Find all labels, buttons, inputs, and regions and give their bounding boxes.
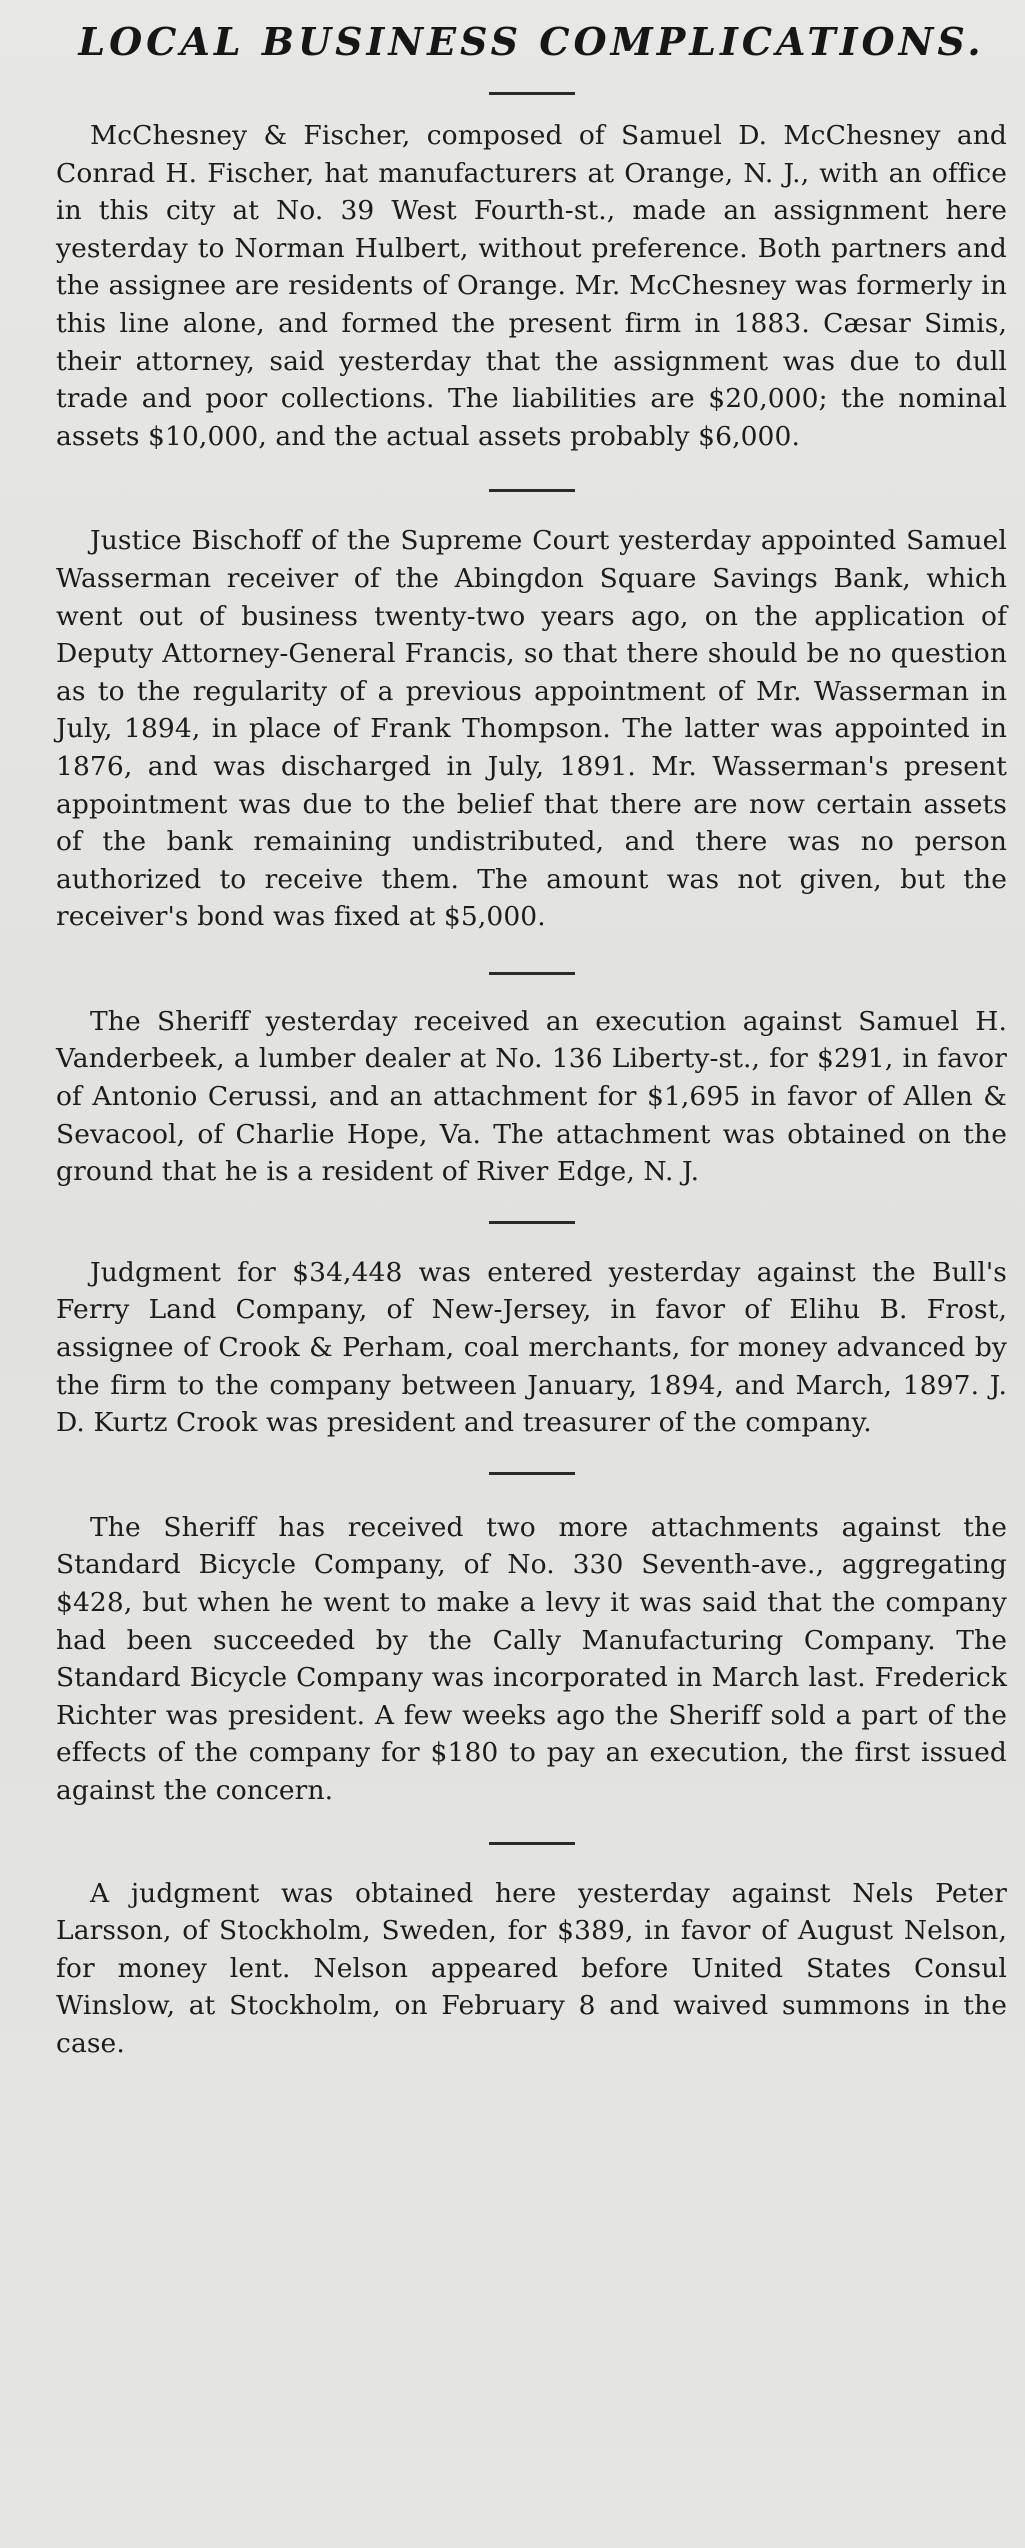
news-item: The Sheriff yesterday received an execution against Samuel H. Vanderbeek, a lumber dealer at No. 136 Liberty-st., for $291, in favor of Antonio Cerussi, and an attachment for $1,695 in favor of Allen & Sevacool, of Charlie Hope, Va. The attachment was obtained on the ground that he is a resident of River Edge, N. J. [56,1005,1007,1188]
news-item: Judgment for $34,448 was entered yesterday against the Bull's Ferry Land Company, of New-Jersey, in favor of Elihu B. Frost, assignee of Crook & Perham, coal merchants, for money advanced by the firm to the company between January, 1894, and March, 1897. J. D. Kurtz Crook was president and treasurer of the company. [56,1256,1007,1439]
section-divider [489,972,575,975]
section-divider [489,489,575,492]
news-item: A judgment was obtained here yesterday against Nels Peter Larsson, of Stockholm, Sweden, for $389, in favor of August Nelson, for money lent. Nelson appeared before United States Consul Winslow, at Stockholm, on February 8 and waived summons in the case. [56,1877,1007,2059]
news-item: McChesney & Fischer, composed of Samuel D. McChesney and Conrad H. Fischer, hat manufacturers at Orange, N. J., with an office in this city at No. 39 West Fourth-st., made an assignment here yesterday to Norman Hulbert, without preference. Both partners and the assignee are residents of Orange. Mr. McChesney was formerly in this line alone, and formed the present firm in 1883. Cæsar Simis, their attorney, said yesterday that the assignment was due to dull trade and poor collections. The liabilities are $20,000; the nominal assets $10,000, and the actual assets probably $6,000. [56,120,1007,452]
section-divider [489,1472,575,1475]
section-divider [489,1221,575,1224]
section-divider [489,1842,575,1845]
section-divider [489,92,575,95]
news-item: The Sheriff has received two more attachments against the Standard Bicycle Company, of No. 330 Seventh-ave., aggregating $428, but when he went to make a levy it was said that the company had been succeeded by the Cally Manufacturing Company. The Standard Bicycle Company was incorporated in March last. Frederick Richter was president. A few weeks ago the Sheriff sold a part of the effects of the company for $180 to pay an execution, the first issued against the concern. [56,1511,1007,1806]
headline: LOCAL BUSINESS COMPLICATIONS. [78,19,985,64]
news-item: Justice Bischoff of the Supreme Court yesterday appointed Samuel Wasserman receiver of the Abingdon Square Savings Bank, which went out of business twenty-two years ago, on the application of Deputy Attorney-General Francis, so that there should be no question as to the regularity of a previous appointment of Mr. Wasserman in July, 1894, in place of Frank Thompson. The latter was appointed in 1876, and was discharged in July, 1891. Mr. Wasserman's present appointment was due to the belief that there are now certain assets of the bank remaining undistributed, and there was no person authorized to receive them. The amount was not given, but the receiver's bond was fixed at $5,000. [56,525,1007,933]
